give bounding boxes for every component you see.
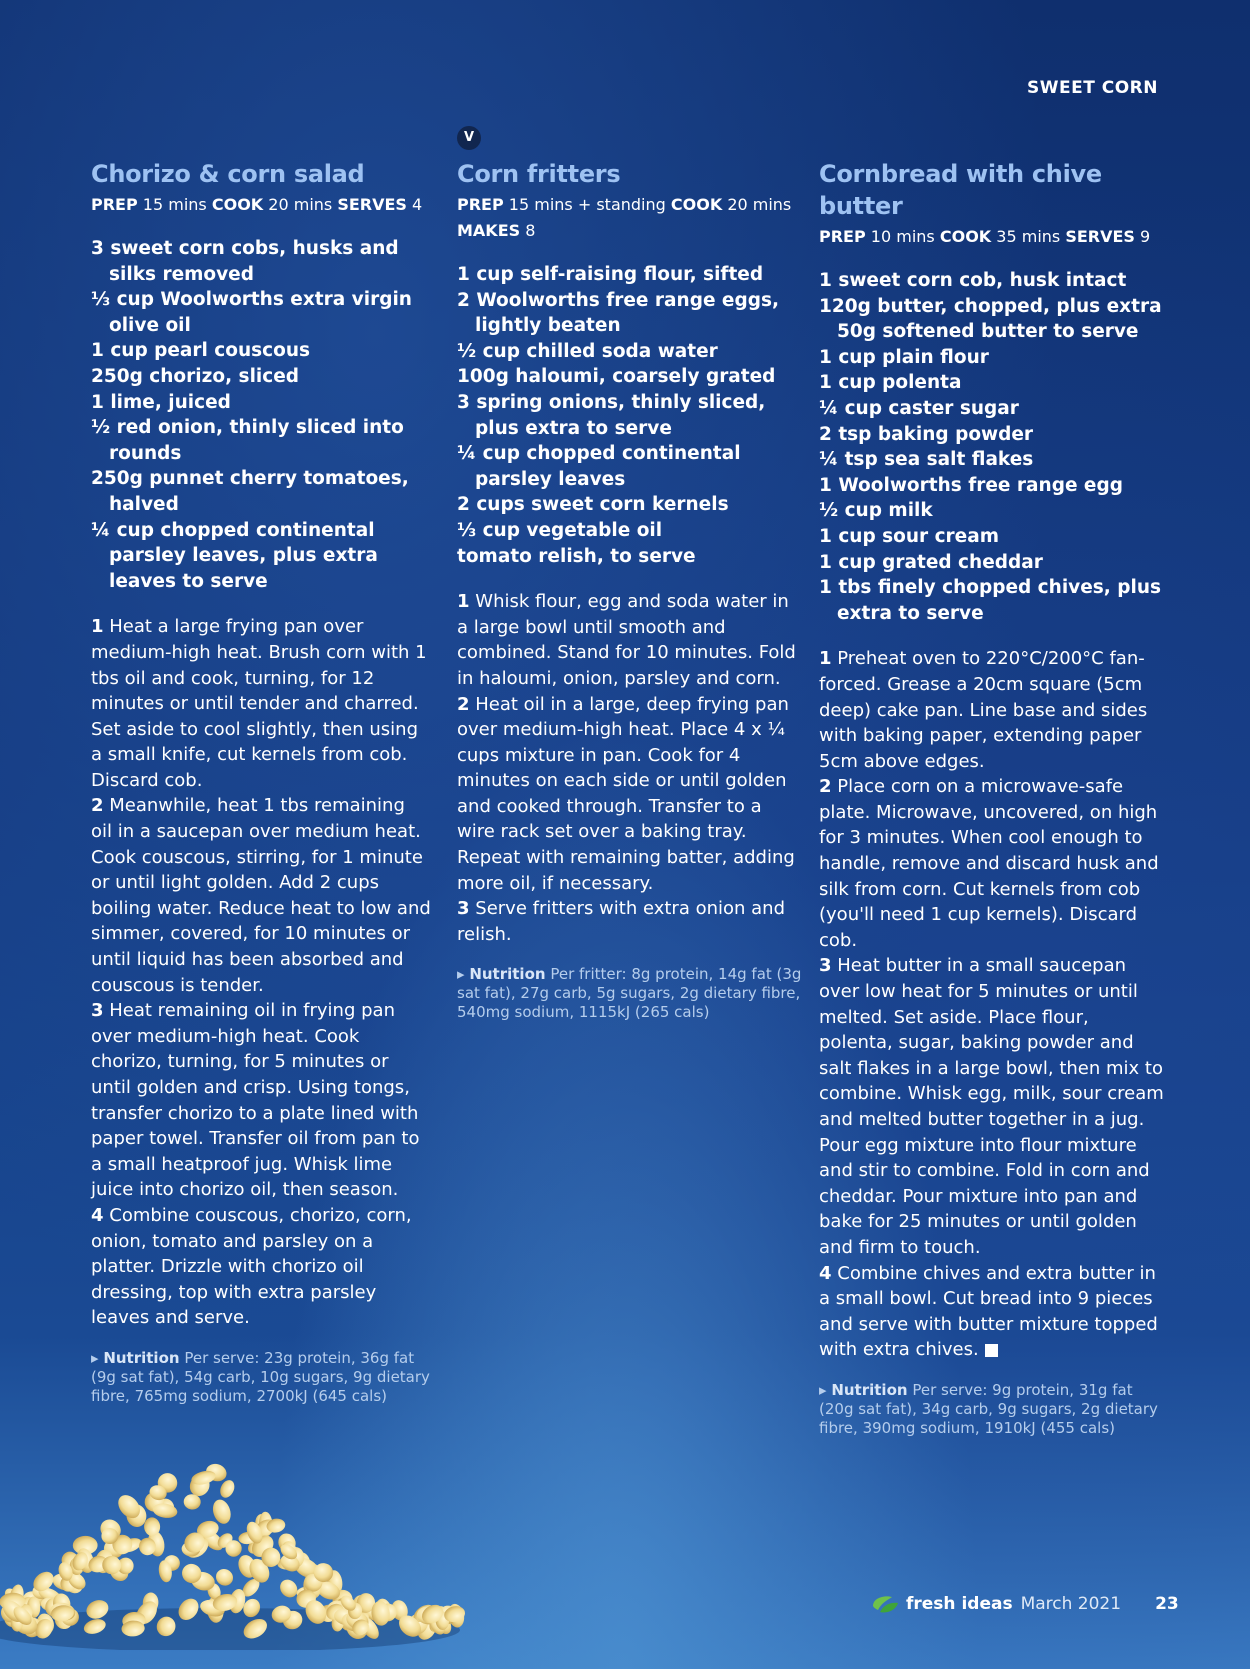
step-number: 2 bbox=[457, 693, 470, 715]
step-text: Place corn on a microwave-safe plate. Microwave, uncovered, on high for 3 minutes. When cool enough to handle, remove and discard husk and silk from corn. Cut kernels from cob (you'll need 1 cup kernels). Discard cob. bbox=[819, 776, 1159, 951]
meta-label: MAKES bbox=[457, 221, 521, 240]
ingredient-item: ¼ cup caster sugar bbox=[819, 397, 1019, 419]
step-text: Heat remaining oil in frying pan over medium-high heat. Cook chorizo, turning, for 5 minutes or until golden and crisp. Using tongs, transfer chorizo to a plate lined with paper towel. Transfer oil from pan to a small heatproof jug. Whisk lime juice into chorizo oil, then season. bbox=[91, 1000, 420, 1201]
ingredient-item: 1 tbs finely chopped chives, plus extra to serve bbox=[819, 577, 1162, 624]
ingredient-item: 1 cup polenta bbox=[819, 372, 962, 394]
step-text: Combine couscous, chorizo, corn, onion, tomato and parsley on a platter. Drizzle with chorizo oil dressing, top with extra parsley leaves and serve. bbox=[91, 1204, 412, 1329]
recipe-chorizo-corn-salad bbox=[91, 158, 431, 1406]
method-step bbox=[819, 646, 1164, 774]
ingredient-item: ⅓ cup Woolworths extra virgin olive oil bbox=[91, 289, 412, 336]
ingredient-item: 1 Woolworths free range egg bbox=[819, 474, 1123, 496]
step-number: 4 bbox=[91, 1204, 104, 1226]
meta-value: 20 mins bbox=[727, 195, 792, 214]
step-number: 2 bbox=[819, 776, 832, 798]
meta-value: 4 bbox=[412, 195, 423, 214]
step-number: 2 bbox=[91, 795, 104, 817]
ingredient-item: 120g butter, chopped, plus extra 50g softened butter to serve bbox=[819, 295, 1162, 343]
ingredient-item: ⅓ cup vegetable oil bbox=[457, 519, 663, 541]
method-step bbox=[91, 1203, 431, 1331]
recipe-cornbread-chive-butter bbox=[819, 158, 1164, 1438]
corn-kernel bbox=[218, 1478, 238, 1500]
ingredient-list bbox=[819, 268, 1164, 626]
nutrition-text: Per fritter: 8g protein, 14g fat (3g sat fat), 27g carb, 5g sugars, 2g dietary fibre, 540mg sodium, 1115kJ (265 cals) bbox=[457, 965, 802, 1022]
nutrition-info: ▸ Nutrition Per serve: 23g protein, 36g fat (9g sat fat), 54g carb, 10g sugars, 9g dietary fibre, 765mg sodium, 2700kJ (645 cals) bbox=[91, 1348, 430, 1405]
recipe-corn-fritters bbox=[457, 158, 802, 1022]
issue-date: March 2021 bbox=[1020, 1594, 1122, 1614]
method-step bbox=[457, 692, 802, 897]
method-step bbox=[457, 589, 802, 691]
ingredient-item: ½ red onion, thinly sliced into rounds bbox=[91, 417, 404, 464]
ingredient-item: ¼ tsp sea salt flakes bbox=[819, 449, 1034, 471]
recipe-meta bbox=[819, 224, 1164, 250]
meta-value: 15 mins + standing bbox=[508, 195, 666, 214]
method-steps bbox=[457, 589, 802, 947]
brand-name: fresh ideas bbox=[906, 1594, 1013, 1614]
recipe-title: Cornbread with chive butter bbox=[819, 160, 1102, 220]
method-step bbox=[91, 793, 431, 998]
method-step bbox=[457, 896, 802, 947]
meta-label: COOK bbox=[211, 195, 264, 214]
step-text: Heat a large frying pan over medium-high heat. Brush corn with 1 tbs oil and cook, turning, for 12 minutes or until tender and charred. Set aside to cool slightly, then using a small knife, cut kernels from cob. Discard cob. bbox=[91, 616, 427, 791]
ingredient-item: 1 cup grated cheddar bbox=[819, 551, 1043, 573]
meta-value: 9 bbox=[1140, 227, 1151, 246]
ingredient-item: 3 spring onions, thinly sliced, plus extra to serve bbox=[457, 391, 766, 439]
ingredient-item: 3 sweet corn cobs, husks and silks removed bbox=[91, 238, 399, 285]
ingredient-item: 250g punnet cherry tomatoes, halved bbox=[91, 468, 409, 515]
meta-label: SERVES bbox=[1065, 227, 1135, 246]
method-step bbox=[91, 614, 431, 793]
step-number: 3 bbox=[91, 1000, 104, 1022]
corn-kernels-image bbox=[0, 1425, 480, 1650]
ingredient-item: ¼ cup chopped continental parsley leaves, plus extra leaves to serve bbox=[91, 519, 378, 592]
nutrition-label: Nutrition bbox=[103, 1348, 180, 1367]
end-mark-icon bbox=[985, 1344, 998, 1357]
meta-value: 10 mins bbox=[870, 227, 935, 246]
nutrition-info: ▸ Nutrition Per fritter: 8g protein, 14g fat (3g sat fat), 27g carb, 5g sugars, 2g dietary fibre, 540mg sodium, 1115kJ (265 cals) bbox=[457, 965, 802, 1022]
meta-label: COOK bbox=[670, 195, 723, 214]
ingredient-item: 2 tsp baking powder bbox=[819, 423, 1034, 445]
meta-value: 35 mins bbox=[996, 227, 1061, 246]
step-text: Preheat oven to 220°C/200°C fan-forced. Grease a 20cm square (5cm deep) cake pan. Line base and sides with baking paper, extending paper 5cm above edges. bbox=[819, 648, 1148, 772]
step-text: Serve fritters with extra onion and relish. bbox=[457, 898, 786, 945]
step-number: 3 bbox=[457, 898, 470, 920]
ingredient-item: 2 Woolworths free range eggs, lightly beaten bbox=[457, 289, 779, 337]
meta-value: 15 mins bbox=[142, 195, 207, 214]
step-text: Combine chives and extra butter in a small bowl. Cut bread into 9 pieces and serve with butter mixture topped with extra chives. bbox=[819, 1262, 1158, 1361]
step-number: 3 bbox=[819, 955, 832, 977]
method-step bbox=[819, 1261, 1164, 1363]
ingredient-item: 1 cup pearl couscous bbox=[91, 340, 311, 362]
ingredient-item: 1 sweet corn cob, husk intact bbox=[819, 270, 1127, 291]
ingredient-item: ¼ cup chopped continental parsley leaves bbox=[457, 443, 741, 490]
ingredient-list bbox=[91, 236, 431, 594]
step-text: Meanwhile, heat 1 tbs remaining oil in a saucepan over medium heat. Cook couscous, stirring, for 1 minute or until light golden. Add 2 cups boiling water. Reduce heat to low and simmer, covered, for 10 minutes or until liquid has been absorbed and couscous is tender. bbox=[91, 795, 431, 996]
method-steps bbox=[819, 646, 1164, 1363]
method-step bbox=[91, 998, 431, 1203]
nutrition-info: ▸ Nutrition Per serve: 9g protein, 31g fat (20g sat fat), 34g carb, 9g sugars, 2g dietary fibre, 390mg sodium, 1910kJ (455 cals) bbox=[819, 1380, 1158, 1437]
meta-label: PREP bbox=[91, 195, 138, 214]
recipe-meta bbox=[457, 192, 802, 244]
meta-label: COOK bbox=[939, 227, 992, 246]
meta-label: PREP bbox=[457, 195, 504, 214]
recipe-title: Chorizo & corn salad bbox=[91, 160, 365, 188]
nutrition-text: Per serve: 9g protein, 31g fat (20g sat fat), 34g carb, 9g sugars, 2g dietary fibre, 390mg sodium, 1910kJ (455 cals) bbox=[819, 1380, 1158, 1437]
step-text: Heat oil in a large, deep frying pan over medium-high heat. Place 4 x ¼ cups mixture in pan. Cook for 4 minutes on each side or until golden and cooked through. Transfer to a wire rack set over a baking tray. Repeat with remaining batter, adding more oil, if necessary. bbox=[457, 693, 795, 894]
recipe-meta bbox=[91, 192, 431, 218]
meta-value: 20 mins bbox=[268, 195, 333, 214]
ingredient-list bbox=[457, 262, 802, 569]
section-label: SWEET CORN bbox=[1027, 78, 1158, 98]
method-step bbox=[819, 774, 1164, 953]
step-number: 1 bbox=[91, 616, 104, 638]
step-number: 4 bbox=[819, 1262, 832, 1284]
vegetarian-badge: V bbox=[457, 126, 481, 150]
ingredient-item: 1 lime, juiced bbox=[91, 391, 231, 413]
ingredient-item: 100g haloumi, coarsely grated bbox=[457, 366, 776, 388]
ingredient-item: tomato relish, to serve bbox=[457, 545, 696, 567]
step-number: 1 bbox=[819, 648, 832, 670]
meta-label: PREP bbox=[819, 227, 866, 246]
woolworths-leaf-icon bbox=[870, 1592, 900, 1616]
page-number: 23 bbox=[1155, 1594, 1179, 1614]
method-steps bbox=[91, 614, 431, 1331]
nutrition-label: Nutrition bbox=[469, 965, 546, 984]
meta-value: 8 bbox=[525, 221, 536, 240]
nutrition-text: Per serve: 23g protein, 36g fat (9g sat fat), 54g carb, 10g sugars, 9g dietary fibre, 765mg sodium, 2700kJ (645 cals) bbox=[91, 1348, 430, 1405]
ingredient-item: 1 cup self-raising flour, sifted bbox=[457, 264, 764, 285]
recipe-title: Corn fritters bbox=[457, 160, 621, 188]
ingredient-item: 2 cups sweet corn kernels bbox=[457, 494, 729, 516]
step-text: Heat butter in a small saucepan over low heat for 5 minutes or until melted. Set aside. Place flour, polenta, sugar, baking powder and salt flakes in a large bowl, then mix to combine. Whisk egg, milk, sour cream and melted butter together in a jug. Pour egg mixture into flour mixture and stir to combine. Fold in corn and cheddar. Pour mixture into pan and bake for 25 minutes or until golden and firm to touch. bbox=[819, 955, 1164, 1258]
meta-label: SERVES bbox=[337, 195, 407, 214]
nutrition-label: Nutrition bbox=[831, 1380, 908, 1399]
ingredient-item: 250g chorizo, sliced bbox=[91, 365, 300, 387]
step-number: 1 bbox=[457, 591, 470, 613]
ingredient-item: ½ cup milk bbox=[819, 500, 933, 522]
ingredient-item: ½ cup chilled soda water bbox=[457, 340, 718, 362]
method-step bbox=[819, 953, 1164, 1260]
ingredient-item: 1 cup sour cream bbox=[819, 525, 999, 547]
ingredient-item: 1 cup plain flour bbox=[819, 346, 989, 368]
page-footer bbox=[870, 1592, 1179, 1616]
step-text: Whisk flour, egg and soda water in a large bowl until smooth and combined. Stand for 10 minutes. Fold in haloumi, onion, parsley and corn. bbox=[457, 591, 796, 689]
